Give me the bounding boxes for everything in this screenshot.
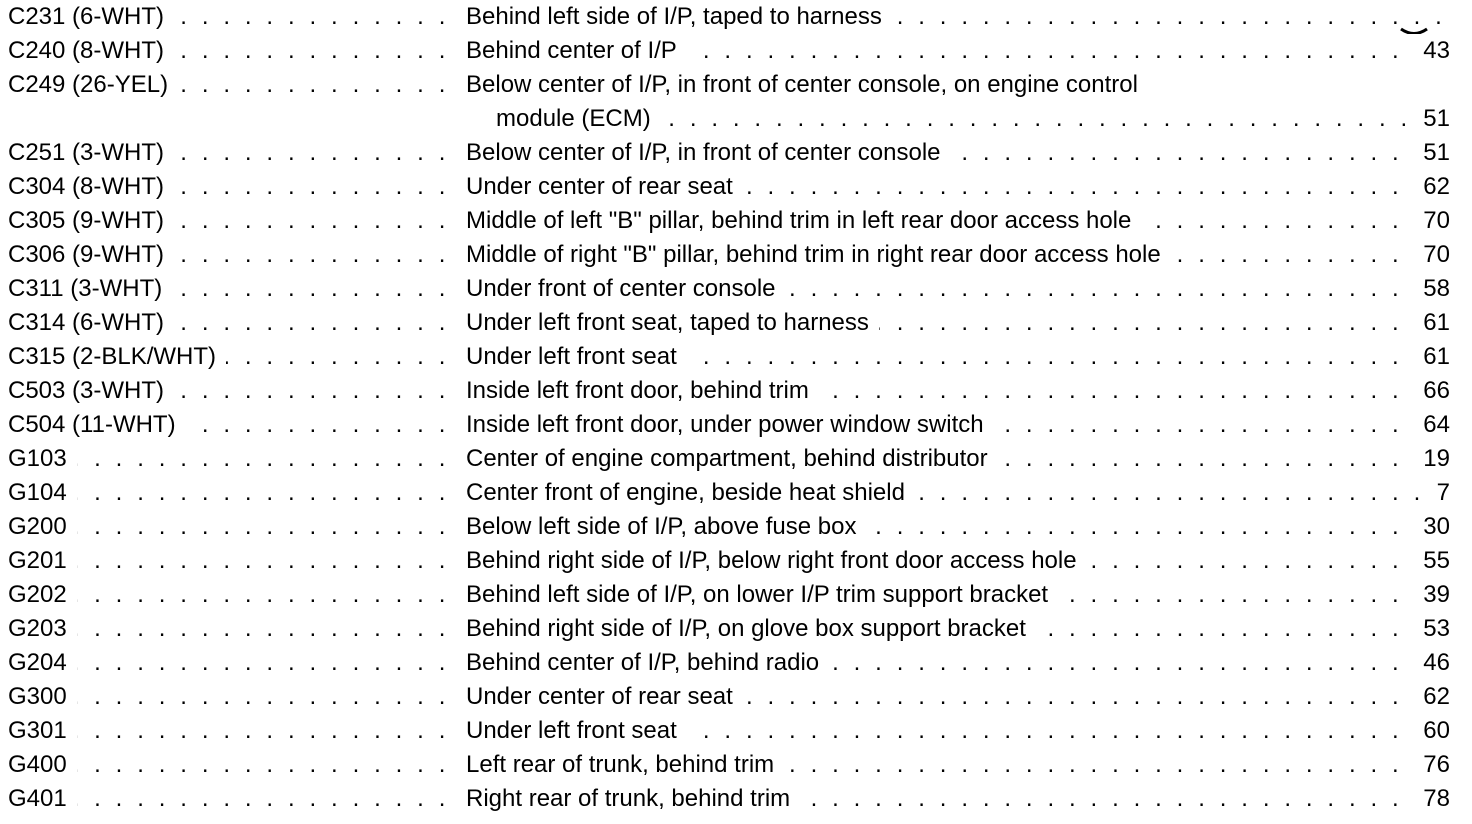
table-row bbox=[8, 578, 1450, 612]
component-id: C503 (3-WHT) bbox=[8, 377, 174, 404]
table-row bbox=[8, 68, 1450, 136]
component-id: C304 (8-WHT) bbox=[8, 173, 174, 200]
table-row bbox=[8, 374, 1450, 408]
table-row bbox=[8, 510, 1450, 544]
component-id: G202 bbox=[8, 581, 77, 608]
page-number: 62 bbox=[1413, 680, 1450, 714]
page-number: 66 bbox=[1413, 374, 1450, 408]
table-row bbox=[8, 782, 1450, 816]
table-row bbox=[8, 476, 1450, 510]
component-location: Center of engine compartment, behind distributor bbox=[466, 445, 998, 472]
table-row bbox=[8, 646, 1450, 680]
component-id: C311 (3-WHT) bbox=[8, 275, 172, 302]
component-id: C251 (3-WHT) bbox=[8, 139, 174, 166]
table-row bbox=[8, 34, 1450, 68]
component-location: Behind right side of I/P, on glove box support bracket bbox=[466, 615, 1036, 642]
component-id: G103 bbox=[8, 445, 77, 472]
page-number: 46 bbox=[1413, 646, 1450, 680]
component-location: Below left side of I/P, above fuse box bbox=[466, 513, 866, 540]
component-id: C315 (2-BLK/WHT) bbox=[8, 343, 226, 370]
component-id: G301 bbox=[8, 717, 77, 744]
component-id: G300 bbox=[8, 683, 77, 710]
component-location: Under left front seat, taped to harness bbox=[466, 309, 879, 336]
component-location: Behind center of I/P bbox=[466, 37, 687, 64]
component-id: C240 (8-WHT) bbox=[8, 37, 174, 64]
page-number: 51 bbox=[1413, 102, 1450, 136]
component-location: Under front of center console bbox=[466, 275, 786, 302]
component-id: C314 (6-WHT) bbox=[8, 309, 174, 336]
component-id: G201 bbox=[8, 547, 77, 574]
page-number: 61 bbox=[1413, 306, 1450, 340]
component-location: Under center of rear seat bbox=[466, 173, 743, 200]
component-location: Left rear of trunk, behind trim bbox=[466, 751, 784, 778]
page-number: 39 bbox=[1413, 578, 1450, 612]
component-location: Below center of I/P, in front of center console bbox=[466, 139, 951, 166]
page-number: 70 bbox=[1413, 238, 1450, 272]
page-number: 60 bbox=[1413, 714, 1450, 748]
page-number: 30 bbox=[1413, 510, 1450, 544]
table-row bbox=[8, 272, 1450, 306]
component-location: Below center of I/P, in front of center console, on engine control bbox=[466, 71, 1138, 98]
table-row bbox=[8, 544, 1450, 578]
component-id: G204 bbox=[8, 649, 77, 676]
page-number: 61 bbox=[1413, 340, 1450, 374]
component-id: G203 bbox=[8, 615, 77, 642]
table-row bbox=[8, 0, 1450, 34]
ink-mark bbox=[1400, 26, 1428, 34]
component-location: Inside left front door, under power window switch bbox=[466, 411, 994, 438]
page-number: 64 bbox=[1413, 408, 1450, 442]
page-number: 78 bbox=[1413, 782, 1450, 816]
component-location: Middle of left "B" pillar, behind trim in left rear door access hole bbox=[466, 207, 1141, 234]
page-number: 7 bbox=[1427, 476, 1450, 510]
component-location: Under center of rear seat bbox=[466, 683, 743, 710]
component-location: Under left front seat bbox=[466, 717, 687, 744]
component-location: Under left front seat bbox=[466, 343, 687, 370]
page-number: 76 bbox=[1413, 748, 1450, 782]
component-location: Middle of right "B" pillar, behind trim in right rear door access hole bbox=[466, 241, 1171, 268]
component-id: C231 (6-WHT) bbox=[8, 3, 174, 30]
page-number: 51 bbox=[1413, 136, 1450, 170]
component-location: Behind left side of I/P, taped to harness bbox=[466, 3, 892, 30]
page-number: 58 bbox=[1413, 272, 1450, 306]
component-location: Behind left side of I/P, on lower I/P trim support bracket bbox=[466, 581, 1058, 608]
component-id: C306 (9-WHT) bbox=[8, 241, 174, 268]
page-number: 43 bbox=[1413, 34, 1450, 68]
component-location: Inside left front door, behind trim bbox=[466, 377, 819, 404]
component-location: Behind right side of I/P, below right front door access hole bbox=[466, 547, 1087, 574]
component-id: G401 bbox=[8, 785, 77, 812]
table-row bbox=[8, 136, 1450, 170]
component-location: Center front of engine, beside heat shield bbox=[466, 479, 915, 506]
component-id: G200 bbox=[8, 513, 77, 540]
table-row bbox=[8, 442, 1450, 476]
table-row bbox=[8, 340, 1450, 374]
page-number: 55 bbox=[1413, 544, 1450, 578]
component-id: C249 (26-YEL) bbox=[8, 71, 178, 98]
table-row bbox=[8, 306, 1450, 340]
table-row bbox=[8, 680, 1450, 714]
component-location-table bbox=[8, 0, 1450, 816]
table-row bbox=[8, 170, 1450, 204]
page-number: 70 bbox=[1413, 204, 1450, 238]
component-id: C504 (11-WHT) bbox=[8, 411, 186, 438]
component-location-continued: module (ECM) bbox=[496, 105, 661, 132]
component-id: C305 (9-WHT) bbox=[8, 207, 174, 234]
page-number: 19 bbox=[1413, 442, 1450, 476]
table-row bbox=[8, 204, 1450, 238]
table-row bbox=[8, 714, 1450, 748]
component-id: G400 bbox=[8, 751, 77, 778]
table-row bbox=[8, 612, 1450, 646]
page-number: 62 bbox=[1413, 170, 1450, 204]
component-location: Behind center of I/P, behind radio bbox=[466, 649, 829, 676]
table-row bbox=[8, 408, 1450, 442]
table-row bbox=[8, 238, 1450, 272]
page-number: 53 bbox=[1413, 612, 1450, 646]
component-location: Right rear of trunk, behind trim bbox=[466, 785, 800, 812]
component-id: G104 bbox=[8, 479, 77, 506]
table-row bbox=[8, 748, 1450, 782]
